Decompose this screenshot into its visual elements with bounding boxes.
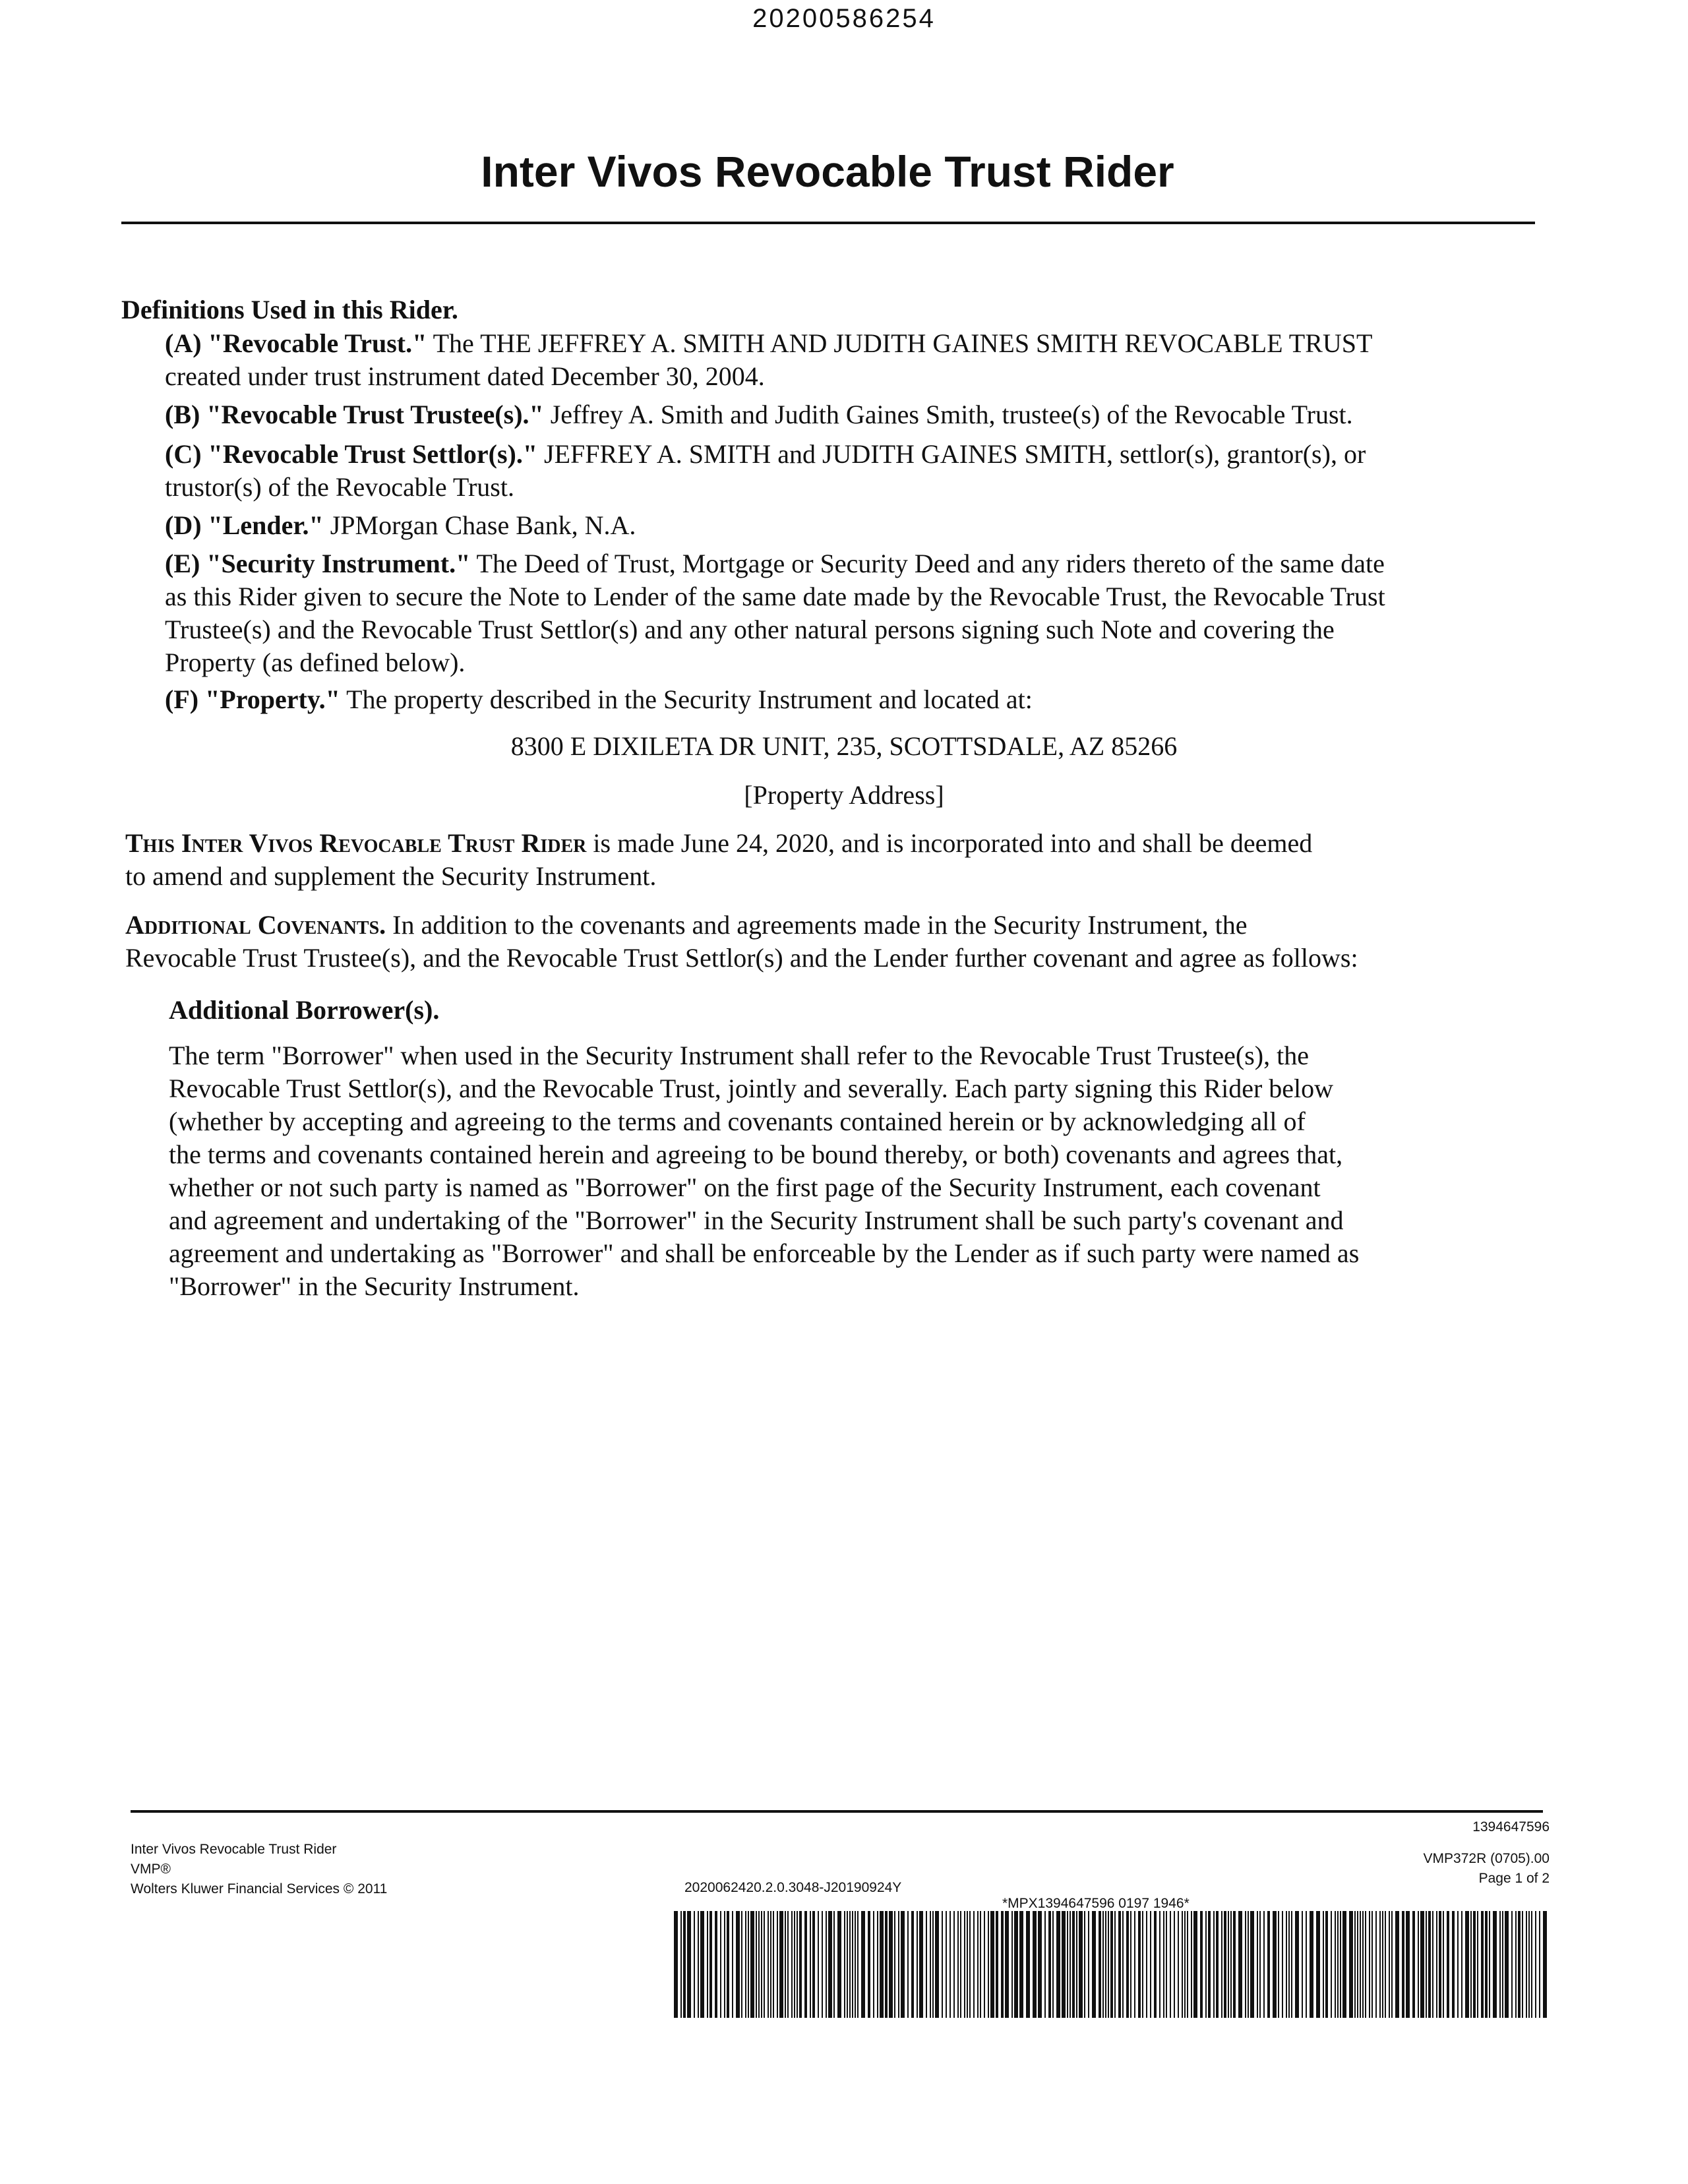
- form-name: Inter Vivos Revocable Trust Rider: [131, 1842, 337, 1857]
- footer-form-info: [131, 1840, 387, 1899]
- definition-term: "Security Instrument.": [206, 549, 471, 578]
- additional-covenants: [125, 909, 1543, 975]
- loan-number: 1394647596: [1472, 1819, 1550, 1835]
- definition-term: "Revocable Trust Trustee(s).": [206, 400, 544, 429]
- covenants-lead: Additional Covenants.: [125, 910, 386, 940]
- definition-text: The THE JEFFREY A. SMITH AND JUDITH GAINES SMITH REVOCABLE TRUST: [427, 328, 1373, 358]
- definition-term: "Revocable Trust.": [208, 328, 427, 358]
- covenants-text: In addition to the covenants and agreements made in the Security Instrument, the: [386, 910, 1248, 940]
- definition-b: [165, 398, 1543, 431]
- paragraph-line: Revocable Trust Settlor(s), and the Revocable Trust, jointly and severally. Each party signing this Rider below: [169, 1074, 1334, 1103]
- publisher: Wolters Kluwer Financial Services © 2011: [131, 1881, 388, 1896]
- definition-f: [165, 683, 1543, 716]
- rider-statement-lead: This Inter Vivos Revocable Trust Rider: [125, 828, 587, 858]
- doc-code: 2020062420.2.0.3048-J20190924Y: [684, 1880, 902, 1895]
- definition-text: as this Rider given to secure the Note to Lender of the same date made by the Revocable Trust, the Revocable Trust: [165, 582, 1385, 611]
- definition-term: "Revocable Trust Settlor(s).": [208, 439, 538, 469]
- property-address-label: [Property Address]: [744, 780, 944, 810]
- footer-divider: [131, 1810, 1543, 1813]
- definition-text: trustor(s) of the Revocable Trust.: [165, 472, 514, 502]
- title-divider: [121, 222, 1535, 224]
- definition-c: [165, 438, 1543, 504]
- definition-text: JEFFREY A. SMITH and JUDITH GAINES SMITH, settlor(s), grantor(s), or: [537, 439, 1366, 469]
- rider-statement-text: is made June 24, 2020, and is incorporated into and shall be deemed: [586, 828, 1313, 858]
- paragraph-line: and agreement and undertaking of the "Borrower" in the Security Instrument shall be such party's covenant and: [169, 1205, 1344, 1235]
- barcode: [671, 1911, 1548, 2018]
- definition-d: [165, 509, 1543, 542]
- property-address: 8300 E DIXILETA DR UNIT, 235, SCOTTSDALE, AZ 85266: [510, 731, 1178, 761]
- page-title: Inter Vivos Revocable Trust Rider: [481, 147, 1174, 196]
- footer-form-code: [1424, 1849, 1550, 1889]
- barcode-text: *MPX1394647596 0197 1946*: [1002, 1896, 1190, 1911]
- definition-letter: (B): [165, 400, 200, 429]
- definition-text: The property described in the Security Instrument and located at:: [340, 684, 1033, 714]
- paragraph-line: whether or not such party is named as "Borrower" on the first page of the Security Instrument, each covenant: [169, 1172, 1321, 1202]
- additional-borrowers-heading: Additional Borrower(s).: [169, 995, 440, 1025]
- definition-letter: (A): [165, 328, 202, 358]
- paragraph-line: agreement and undertaking as "Borrower" and shall be enforceable by the Lender as if such party were named as: [169, 1238, 1360, 1268]
- paragraph-line: (whether by accepting and agreeing to the terms and covenants contained herein or by acknowledging all of: [169, 1107, 1306, 1136]
- form-code: VMP372R (0705).00: [1423, 1851, 1550, 1866]
- brand: VMP®: [131, 1862, 171, 1877]
- definition-letter: (D): [165, 510, 202, 540]
- definition-text: JPMorgan Chase Bank, N.A.: [323, 510, 636, 540]
- document-number: 20200586254: [752, 4, 936, 33]
- definition-a: [165, 327, 1543, 393]
- definition-letter: (E): [165, 549, 200, 578]
- definition-text: Jeffrey A. Smith and Judith Gaines Smith, trustee(s) of the Revocable Trust.: [543, 400, 1353, 429]
- paragraph-line: The term "Borrower" when used in the Security Instrument shall refer to the Revocable Trust Trustee(s), the: [169, 1041, 1309, 1070]
- definition-text: Property (as defined below).: [165, 648, 466, 677]
- page-number: Page 1 of 2: [1478, 1871, 1550, 1886]
- additional-borrowers-paragraph: [169, 1039, 1540, 1303]
- rider-statement: [125, 827, 1543, 893]
- definition-letter: (C): [165, 439, 202, 469]
- covenants-text: Revocable Trust Trustee(s), and the Revocable Trust Settlor(s) and the Lender further covenant and agree as follows:: [125, 943, 1358, 973]
- definition-text: created under trust instrument dated December 30, 2004.: [165, 361, 765, 391]
- definitions-heading: Definitions Used in this Rider.: [121, 295, 458, 324]
- definition-text: Trustee(s) and the Revocable Trust Settlor(s) and any other natural persons signing such Note and covering the: [165, 615, 1335, 644]
- definition-term: "Property.": [205, 684, 340, 714]
- paragraph-line: "Borrower" in the Security Instrument.: [169, 1271, 580, 1301]
- paragraph-line: the terms and covenants contained herein and agreeing to be bound thereby, or both) covenants and agrees that,: [169, 1139, 1343, 1169]
- definition-term: "Lender.": [208, 510, 324, 540]
- definition-text: The Deed of Trust, Mortgage or Security Deed and any riders thereto of the same date: [470, 549, 1385, 578]
- definition-e: [165, 547, 1543, 679]
- definition-letter: (F): [165, 684, 199, 714]
- rider-statement-text: to amend and supplement the Security Instrument.: [125, 861, 657, 891]
